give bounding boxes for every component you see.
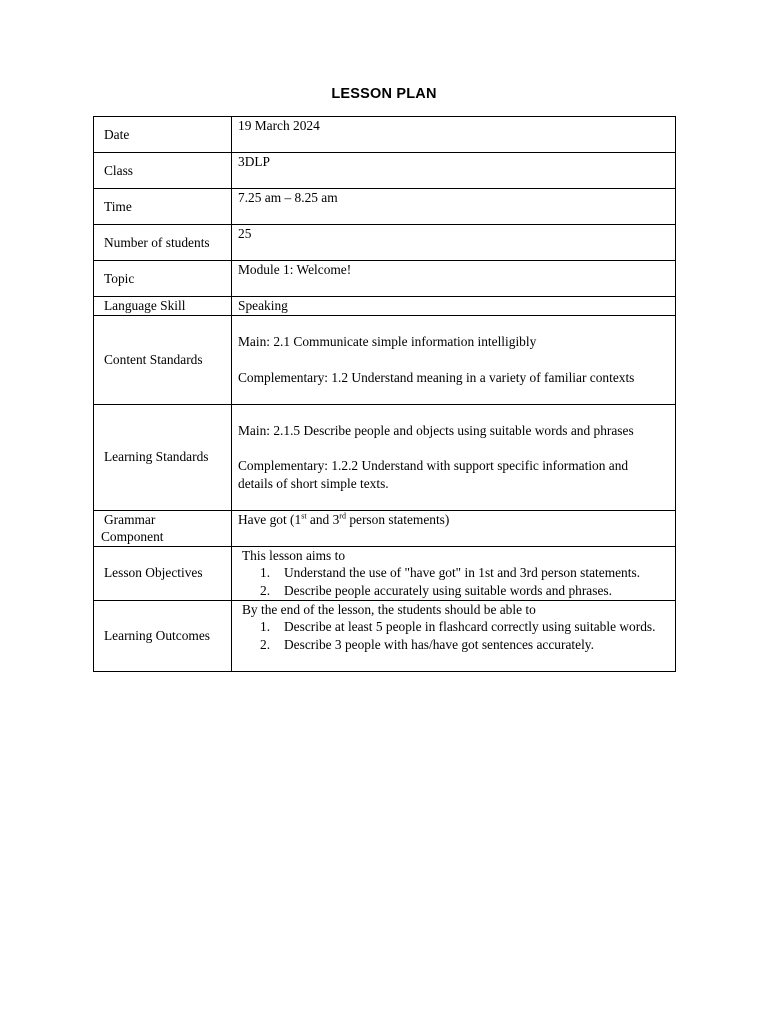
row-lesson-objectives — [94, 546, 676, 600]
topic-value: Module 1: Welcome! — [232, 261, 676, 297]
list-item-text: Describe people accurately using suitable words and phrases. — [284, 582, 612, 598]
grammar-sup-rd: rd — [339, 511, 346, 521]
page-title: LESSON PLAN — [331, 86, 437, 102]
row-topic — [94, 261, 676, 297]
learning-standards-main: Main: 2.1.5 Describe people and objects using suitable words and phrases — [238, 422, 634, 438]
list-item-number: 1. — [260, 619, 271, 634]
list-item — [260, 582, 669, 600]
learning-outcomes-list — [238, 618, 669, 653]
list-item — [260, 564, 669, 582]
lesson-objectives-intro: This lesson aims to — [242, 547, 346, 563]
learning-outcomes-value — [232, 600, 676, 671]
students-label: Number of students — [94, 225, 232, 261]
list-item-number: 2. — [260, 636, 271, 652]
class-value: 3DLP — [232, 153, 676, 189]
row-grammar — [94, 510, 676, 546]
row-date — [94, 117, 676, 153]
list-item — [260, 618, 669, 636]
list-item-text: Describe 3 people with has/have got sentences accurately. — [284, 636, 594, 652]
language-skill-label: Language Skill — [94, 297, 232, 316]
learning-outcomes-intro: By the end of the lesson, the students should be able to — [242, 601, 536, 617]
row-time — [94, 189, 676, 225]
grammar-value-mid: and 3 — [306, 511, 340, 527]
list-item-text: Describe at least 5 people in flashcard correctly using suitable words. — [284, 619, 656, 634]
time-value: 7.25 am – 8.25 am — [232, 189, 676, 225]
list-item-number: 1. — [260, 565, 271, 580]
topic-label: Topic — [94, 261, 232, 297]
content-standards-main: Main: 2.1 Communicate simple information intelligibly — [238, 334, 537, 349]
grammar-value — [232, 510, 676, 546]
grammar-value-suffix: person statements) — [345, 511, 450, 527]
lesson-objectives-value — [232, 546, 676, 600]
grammar-sup-st: st — [301, 511, 307, 521]
row-students — [94, 225, 676, 261]
learning-standards-value — [232, 404, 676, 510]
row-content-standards — [94, 315, 676, 404]
lesson-plan-table — [93, 116, 676, 672]
list-item — [260, 636, 669, 654]
list-item-number: 2. — [260, 582, 271, 598]
grammar-label — [94, 510, 232, 546]
date-label: Date — [94, 117, 232, 153]
lesson-objectives-list — [238, 564, 669, 599]
learning-outcomes-label: Learning Outcomes — [94, 600, 232, 671]
content-standards-value — [232, 315, 676, 404]
learning-standards-complementary-1: Complementary: 1.2.2 Understand with support specific information and — [238, 458, 629, 474]
time-label: Time — [94, 189, 232, 225]
content-standards-label: Content Standards — [94, 315, 232, 404]
learning-standards-complementary-2: details of short simple texts. — [238, 475, 389, 491]
language-skill-value: Speaking — [232, 297, 676, 316]
row-learning-standards — [94, 404, 676, 510]
row-class — [94, 153, 676, 189]
grammar-label-line1: Grammar — [104, 511, 156, 527]
content-standards-complementary: Complementary: 1.2 Understand meaning in a variety of familiar contexts — [238, 369, 635, 385]
learning-standards-label: Learning Standards — [94, 404, 232, 510]
grammar-value-prefix: Have got (1 — [238, 511, 302, 527]
students-value: 25 — [232, 225, 676, 261]
date-value: 19 March 2024 — [232, 117, 676, 153]
lesson-objectives-label: Lesson Objectives — [94, 546, 232, 600]
class-label: Class — [94, 153, 232, 189]
row-learning-outcomes — [94, 600, 676, 671]
grammar-label-line2: Component — [101, 529, 164, 544]
list-item-text: Understand the use of "have got" in 1st and 3rd person statements. — [284, 565, 641, 580]
row-language-skill — [94, 297, 676, 316]
